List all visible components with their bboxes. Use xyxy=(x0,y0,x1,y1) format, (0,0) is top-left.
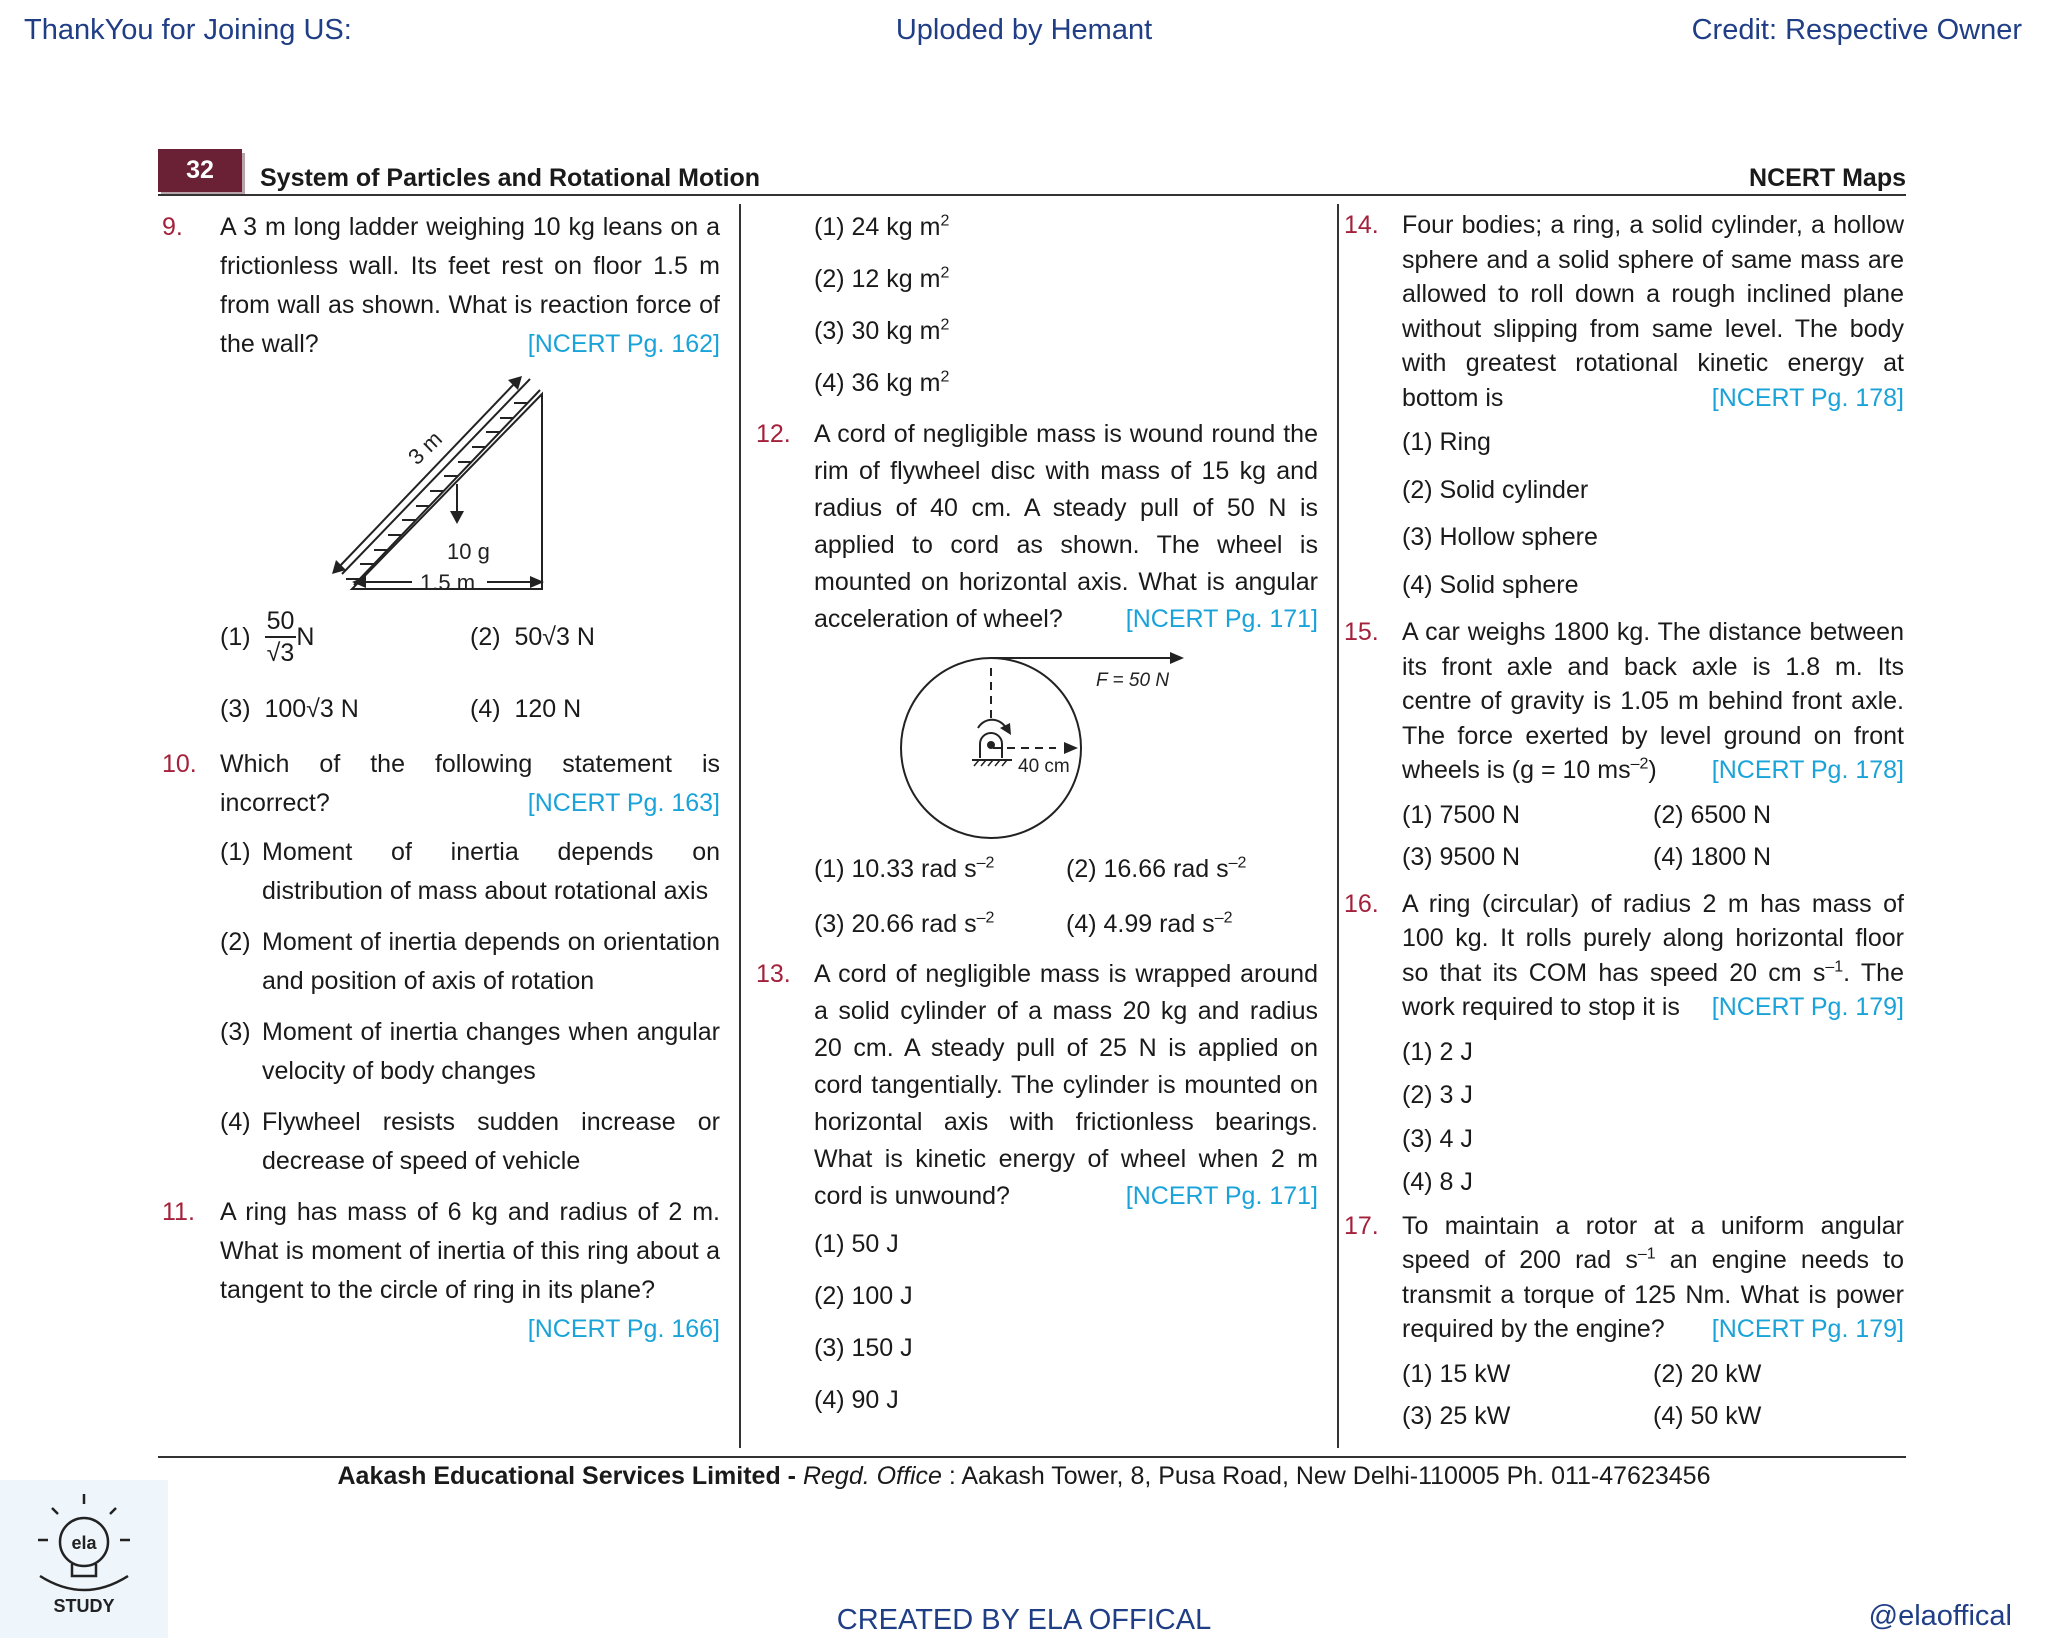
page-footer xyxy=(0,1462,2048,1491)
option-text: (3) 30 kg m xyxy=(814,317,941,345)
chapter-title: System of Particles and Rotational Motion xyxy=(260,164,761,192)
superscript: –2 xyxy=(1630,755,1649,773)
superscript: –2 xyxy=(976,909,995,927)
option-number: (4) xyxy=(220,1108,251,1136)
ncert-reference: [NCERT Pg. 163] xyxy=(527,789,720,817)
q17-option-2: (2) 20 kW xyxy=(1653,1359,1762,1388)
q13-option-4: (4) 90 J xyxy=(814,1386,899,1414)
q11-option-1 xyxy=(814,208,1318,247)
option-text: (1) 10.33 rad s xyxy=(814,855,977,883)
question-number: 11. xyxy=(162,1198,195,1226)
column-divider-2 xyxy=(1337,204,1339,1448)
superscript: –1 xyxy=(1637,1245,1656,1263)
base-length-label: 1.5 m xyxy=(420,570,476,595)
q16-option-4: (4) 8 J xyxy=(1402,1168,1473,1196)
superscript: 2 xyxy=(940,212,950,230)
question-text-end: an engine needs to transmit a torque of 125 Nm. What is power required by the engine? xyxy=(1402,1246,1904,1343)
page-number-badge: 32 xyxy=(158,149,242,192)
q12-option-4 xyxy=(1066,905,1318,944)
option-number: (3) xyxy=(220,1018,251,1046)
question-10 xyxy=(162,745,720,823)
q15-option-3: (3) 9500 N xyxy=(1402,843,1521,871)
option-text: (1) 24 kg m xyxy=(814,213,941,241)
series-title: NCERT Maps xyxy=(1749,164,1906,192)
question-text: Four bodies; a ring, a solid cylinder, a hollow sphere and a solid sphere of same mass are allowed to roll down a rough inclined plane without slipping from same level. The body with greatest rotational kinetic energy at bottom is xyxy=(1402,211,1904,412)
option-text: 50√3 N xyxy=(514,622,595,651)
question-12 xyxy=(756,416,1318,638)
question-number: 15. xyxy=(1344,618,1379,646)
option-number: (1) xyxy=(220,838,251,866)
q17-option-1: (1) 15 kW xyxy=(1402,1359,1511,1388)
option-text: (3) 20.66 rad s xyxy=(814,910,977,938)
ncert-reference: [NCERT Pg. 166] xyxy=(527,1315,720,1343)
option-number: (2) xyxy=(470,622,501,651)
created-by-credit: CREATED BY ELA OFFICAL xyxy=(836,1604,1212,1636)
question-number: 10. xyxy=(162,750,197,778)
q10-option-2 xyxy=(220,923,720,1001)
option-text: 120 N xyxy=(514,695,582,723)
option-text: 100√3 N xyxy=(264,695,359,723)
q15-options xyxy=(1402,798,1904,875)
radius-label: 40 cm xyxy=(1018,756,1070,777)
q9-options xyxy=(220,606,720,729)
question-text: A cord of negligible mass is wrapped around a solid cylinder of a mass 20 kg and radius 20 cm. A steady pull of 25 N is applied on cord tangentially. The cylinder is mounted on horizontal axis with frictionless bearings. What is kinetic energy of wheel when 2 m cord is unwound? xyxy=(814,960,1318,1210)
option-unit: N xyxy=(296,622,315,651)
option-text: Flywheel resists sudden increase or decrease of speed of vehicle xyxy=(262,1108,720,1175)
question-14 xyxy=(1344,208,1904,415)
q13-option-1: (1) 50 J xyxy=(814,1230,899,1258)
question-11 xyxy=(162,1193,720,1349)
question-text: A ring (circular) of radius 2 m has mass of 100 kg. It rolls purely along horizontal floor so that its COM has speed 20 cm s xyxy=(1402,889,1904,987)
superscript: –2 xyxy=(1228,854,1247,872)
ncert-reference: [NCERT Pg. 178] xyxy=(1711,756,1904,784)
q16-option-3: (3) 4 J xyxy=(1402,1124,1473,1153)
option-number: (1) xyxy=(220,622,251,651)
q10-option-1 xyxy=(220,833,720,911)
q16-option-2: (2) 3 J xyxy=(1402,1081,1473,1109)
footer-address: : Aakash Tower, 8, Pusa Road, New Delhi-110005 Ph. 011-47623456 xyxy=(948,1462,1711,1490)
q15-option-4: (4) 1800 N xyxy=(1653,843,1772,871)
ncert-reference: [NCERT Pg. 171] xyxy=(1125,605,1318,633)
q16-option-1: (1) 2 J xyxy=(1402,1037,1473,1066)
q10-option-4 xyxy=(220,1103,720,1181)
question-text: A car weighs 1800 kg. The distance between its front axle and back axle is 1.8 m. Its centre of gravity is 1.05 m behind front axle. The force exerted by level ground on front wheels is (g = 10 ms xyxy=(1402,618,1904,784)
q12-option-3 xyxy=(814,905,1066,944)
question-number: 13. xyxy=(756,960,791,988)
superscript: –1 xyxy=(1825,958,1844,976)
header-rule xyxy=(158,194,1906,196)
force-label: F = 50 N xyxy=(1096,670,1170,691)
footer-rule xyxy=(158,1456,1906,1458)
option-number: (4) xyxy=(470,695,501,723)
option-number: (2) xyxy=(220,928,251,956)
question-text-end: . The work required to stop it is xyxy=(1402,958,1904,1021)
option-text: Moment of inertia changes when angular velocity of body changes xyxy=(262,1018,720,1085)
q14-option-3: (3) Hollow sphere xyxy=(1402,523,1598,551)
question-16 xyxy=(1344,887,1904,1025)
ncert-reference: [NCERT Pg. 178] xyxy=(1711,383,1904,412)
option-number: (3) xyxy=(220,695,251,723)
q17-option-4: (4) 50 kW xyxy=(1653,1402,1762,1430)
q17-options xyxy=(1402,1357,1904,1434)
question-text: A ring has mass of 6 kg and radius of 2 m. What is moment of inertia of this ring about a tangent to the circle of ring in its plane? xyxy=(220,1198,720,1304)
q15-option-1: (1) 7500 N xyxy=(1402,800,1521,829)
q11-option-4 xyxy=(814,364,1318,403)
option-text: Moment of inertia depends on distribution of mass about rotational axis xyxy=(262,838,720,905)
option-text: (2) 12 kg m xyxy=(814,265,941,293)
option-4 xyxy=(470,690,720,729)
ncert-reference: [NCERT Pg. 162] xyxy=(527,330,720,358)
question-15 xyxy=(1344,615,1904,788)
column-3 xyxy=(1344,208,1904,1446)
option-text: (4) 4.99 rad s xyxy=(1066,910,1215,938)
question-text: A 3 m long ladder weighing 10 kg leans on a frictionless wall. Its feet rest on floor 1.5 m from wall as shown. What is reaction force of the wall? xyxy=(220,213,720,358)
question-number: 16. xyxy=(1344,889,1379,918)
fraction-denominator: √3 xyxy=(266,639,295,667)
watermark-right: Credit: Respective Owner xyxy=(1691,14,2022,46)
watermark-center: Uploded by Hemant xyxy=(895,14,1153,46)
fraction-numerator: 50 xyxy=(265,606,297,638)
superscript: 2 xyxy=(940,368,950,386)
q12-option-1 xyxy=(814,850,1066,889)
option-3 xyxy=(220,690,470,729)
question-9 xyxy=(162,208,720,364)
question-text: A cord of negligible mass is wound round the rim of flywheel disc with mass of 15 kg and radius of 40 cm. A steady pull of 50 N is applied to cord as shown. The wheel is mounted on horizontal axis. What is angular acceleration of wheel? xyxy=(814,420,1318,633)
q11-option-3 xyxy=(814,312,1318,351)
question-number: 12. xyxy=(756,420,791,448)
footer-regd: Regd. Office xyxy=(802,1462,942,1490)
option-text: Moment of inertia depends on orientation and position of axis of rotation xyxy=(262,928,720,995)
superscript: 2 xyxy=(940,316,950,334)
column-1 xyxy=(162,208,720,1359)
superscript: 2 xyxy=(940,264,950,282)
option-2 xyxy=(470,618,720,657)
ncert-reference: [NCERT Pg. 179] xyxy=(1711,993,1904,1021)
question-text: Which of the following statement is incorrect? xyxy=(220,750,720,817)
option-text: (4) 36 kg m xyxy=(814,369,941,397)
question-number: 14. xyxy=(1344,211,1379,239)
q10-option-3 xyxy=(220,1013,720,1091)
question-number: 9. xyxy=(162,213,183,241)
question-number: 17. xyxy=(1344,1211,1379,1240)
question-text: To maintain a rotor at a uniform angular speed of 200 rad s xyxy=(1402,1211,1904,1274)
q15-option-2: (2) 6500 N xyxy=(1653,800,1772,829)
option-1 xyxy=(220,606,470,668)
weight-label: 10 g xyxy=(447,539,490,564)
ladder-figure xyxy=(162,374,720,596)
ncert-reference: [NCERT Pg. 171] xyxy=(1125,1182,1318,1210)
q14-option-1: (1) Ring xyxy=(1402,428,1491,456)
question-text-end: ) xyxy=(1648,756,1657,784)
q14-option-4: (4) Solid sphere xyxy=(1402,570,1579,599)
question-13 xyxy=(756,956,1318,1215)
superscript: –2 xyxy=(976,854,995,872)
q13-option-3: (3) 150 J xyxy=(814,1334,913,1362)
ladder-length-label: 3 m xyxy=(403,426,447,470)
q12-option-2 xyxy=(1066,850,1318,889)
watermark-left: ThankYou for Joining US: xyxy=(24,14,352,46)
column-2 xyxy=(756,208,1318,1433)
fraction xyxy=(265,606,297,668)
column-divider-1 xyxy=(739,204,741,1448)
q17-option-3: (3) 25 kW xyxy=(1402,1402,1511,1430)
logo-text: STUDY xyxy=(53,1596,115,1616)
option-text: (2) 16.66 rad s xyxy=(1066,855,1229,883)
q12-options xyxy=(814,850,1318,944)
q14-option-2: (2) Solid cylinder xyxy=(1402,475,1589,504)
footer-company: Aakash Educational Services Limited - xyxy=(337,1462,796,1490)
flywheel-figure xyxy=(756,648,1318,840)
superscript: –2 xyxy=(1214,909,1233,927)
ncert-reference: [NCERT Pg. 179] xyxy=(1711,1315,1904,1343)
question-17 xyxy=(1344,1209,1904,1347)
q13-option-2: (2) 100 J xyxy=(814,1282,913,1310)
social-handle: @elaoffical xyxy=(1868,1600,2012,1632)
q11-option-2 xyxy=(814,260,1318,299)
logo-mark-text: ela xyxy=(71,1533,97,1553)
